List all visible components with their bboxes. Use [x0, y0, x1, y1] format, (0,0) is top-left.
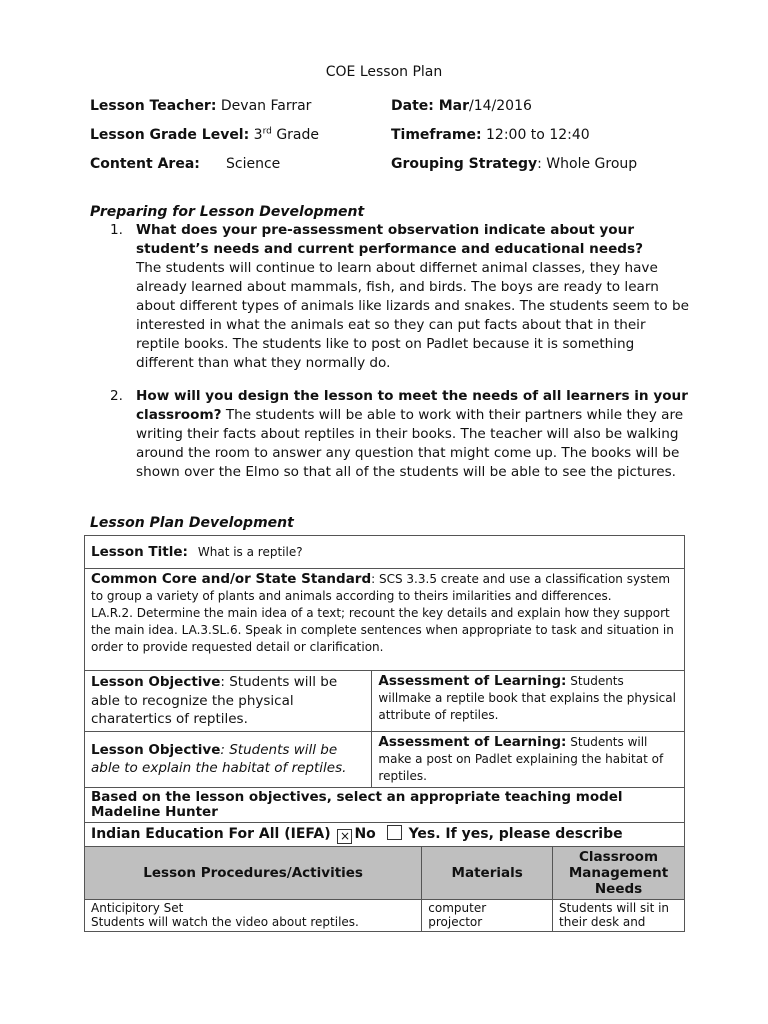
lesson-title-value: What is a reptile? — [197, 544, 303, 559]
objective-1-value: : Students will be able to recognize the physical charatertics of reptiles. — [91, 674, 338, 727]
content-area-value: Science — [226, 156, 281, 172]
date-value: /14/2016 — [469, 98, 532, 114]
lesson-title-row — [85, 536, 685, 569]
timeframe-label: Timeframe: — [391, 127, 482, 143]
content-area-field — [90, 156, 200, 172]
date-label: Date: Mar — [391, 98, 470, 114]
procedures-header-row — [85, 846, 685, 899]
assessment-1-value: Students willmake a reptile book that explains the physical attribute of reptiles. — [378, 674, 676, 722]
materials-1-a: computer — [428, 900, 487, 915]
document-title: COE Lesson Plan — [325, 64, 443, 80]
lesson-title-label: Lesson Title: — [91, 543, 188, 560]
objective-row-1 — [85, 671, 685, 732]
procedure-1-title: Anticipitory Set — [91, 900, 184, 915]
question-1-number: 1. — [110, 222, 123, 238]
standard-value-2: LA.R.2. Determine the main idea of a text; recount the key details and explain how they support the main idea. LA.3.SL.6. Speak in complete sentences when appropriate to task and situation in order to provide requested detail or clarification. — [91, 606, 674, 654]
grade-value-num: 3 — [253, 127, 263, 143]
iefa-yes-label: Yes. If yes, please describe — [408, 825, 623, 842]
grade-value-sup: rd — [262, 126, 272, 137]
standard-value-1: : SCS 3.3.5 create and use a classification system to group a variety of plants and animals according to theirs imilarities and differences. — [91, 572, 671, 603]
iefa-row — [85, 822, 685, 846]
col-classroom: Classroom Management Needs — [553, 846, 685, 899]
development-heading: Lesson Plan Development — [90, 515, 294, 531]
question-2 — [110, 387, 695, 502]
iefa-yes-checkbox[interactable] — [387, 825, 402, 840]
timeframe-value: 12:00 to 12:40 — [486, 127, 590, 143]
iefa-no-label: No — [354, 825, 376, 842]
question-2-text: How will you design the lesson to meet the needs of all learners in your classroom? — [136, 388, 688, 423]
question-1-answer: The students will continue to learn about differnet animal classes, they have already learned about mammals, fish, and birds. The boys are ready to learn about different types of animals like lizards and snakes. The students seem to be interested in what the animals eat so they can put facts about that in their reptile books. The students like to post on Padlet because it is something different than what they normally do. — [136, 260, 689, 371]
teaching-model-value: Madeline Hunter — [91, 803, 218, 820]
materials-1-b: projector — [428, 914, 483, 929]
question-1-text: What does your pre-assessment observation indicate about your student’s needs and current performance and educational needs? — [136, 222, 644, 257]
procedure-row-1 — [85, 899, 685, 931]
teacher-value: Devan Farrar — [220, 98, 312, 114]
lesson-plan-table — [84, 535, 685, 932]
grouping-label: Grouping Strategy — [391, 156, 538, 172]
iefa-no-checkbox[interactable]: × — [337, 829, 352, 844]
grade-label: Lesson Grade Level: — [90, 127, 250, 143]
assessment-2-label: Assessment of Learning: — [378, 733, 567, 750]
col-procedures: Lesson Procedures/Activities — [85, 846, 422, 899]
teacher-label: Lesson Teacher: — [90, 98, 217, 114]
iefa-label: Indian Education For All (IEFA) — [91, 825, 331, 842]
procedure-1-text: Students will watch the video about reptiles. — [91, 914, 359, 929]
classroom-1: Students will sit in their desk and — [553, 899, 685, 931]
assessment-2-value: Students will make a post on Padlet explaining the habitat of reptiles. — [378, 734, 664, 783]
objective-2-value: : Students will be able to explain the habitat of reptiles. — [91, 741, 347, 776]
standard-label: Common Core and/or State Standard — [91, 571, 372, 587]
teaching-model-label: Based on the lesson objectives, select an appropriate teaching model — [91, 788, 623, 805]
question-2-answer: The students will be able to work with their partners while they are writing their facts about reptiles in their books. The teacher will also be walking around the room to answer any question that might come up. The books will be shown over the Elmo so that all of the students will be able to see the pictures. — [136, 407, 684, 480]
objective-1-label: Lesson Objective — [91, 674, 221, 690]
assessment-1-label: Assessment of Learning: — [378, 673, 567, 689]
question-1 — [110, 221, 695, 376]
grade-value-word: Grade — [276, 127, 319, 143]
question-2-number: 2. — [110, 388, 123, 404]
objective-row-2 — [85, 731, 685, 787]
teacher-field — [90, 98, 311, 114]
preparing-heading: Preparing for Lesson Development — [90, 204, 365, 220]
grade-field — [90, 127, 319, 143]
grouping-value: : Whole Group — [537, 156, 638, 172]
standard-row — [85, 569, 685, 671]
col-materials: Materials — [422, 846, 553, 899]
grouping-field — [391, 156, 637, 172]
timeframe-field — [391, 127, 590, 143]
content-area-label: Content Area: — [90, 156, 200, 172]
date-field — [391, 98, 532, 114]
objective-2-label: Lesson Objective — [91, 741, 221, 758]
teaching-model-row — [85, 787, 685, 822]
